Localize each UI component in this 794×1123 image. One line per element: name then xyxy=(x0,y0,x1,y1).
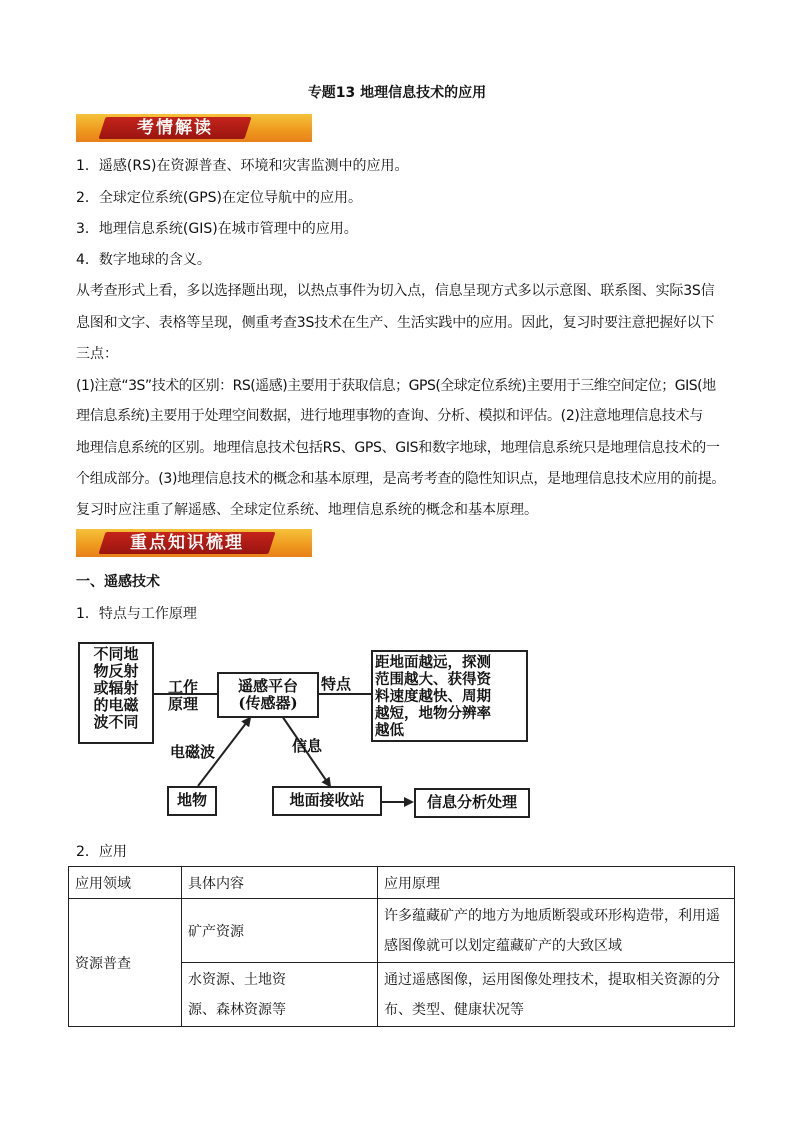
table-domain-cell: 资源普查 xyxy=(69,899,182,1027)
table-header-row xyxy=(69,867,735,899)
table-header-cell: 应用原理 xyxy=(378,867,735,899)
exam-point-4: 4．数字地球的含义。 xyxy=(76,252,211,268)
table-row xyxy=(69,899,735,963)
banner-key-knowledge-text: 重点知识梳理 xyxy=(130,533,244,553)
diagram-label-info: 信息 xyxy=(292,737,323,755)
exam-point-3: 3．地理信息系统(GIS)在城市管理中的应用。 xyxy=(76,221,358,237)
table-header-cell: 具体内容 xyxy=(182,867,378,899)
table-principle-cell: 通过遥感图像，运用图像处理技术，提取相关资源的分 布、类型、健康状况等 xyxy=(378,963,735,1027)
diagram-em-difference-text: 不同地 物反射 或辐射 的电磁 波不同 xyxy=(93,645,139,731)
exam-point-2: 2．全球定位系统(GPS)在定位导航中的应用。 xyxy=(76,190,363,206)
diagram-platform-text: 遥感平台 (传感器) xyxy=(237,677,298,712)
subheading-applications: 2．应用 xyxy=(76,844,127,860)
paragraph1-line: 从考查形式上看，多以选择题出现，以热点事件为切入点，信息呈现方式多以示意图、联系图、实际3S信 xyxy=(76,283,715,299)
banner-exam-analysis xyxy=(76,114,312,142)
diagram-object-text: 地物 xyxy=(176,791,207,809)
paragraph1-line: 息图和文字、表格等呈现，侧重考查3S技术在生产、生活实践中的应用。因此，复习时要注意把握好以下 xyxy=(76,315,715,331)
banner-exam-analysis-text: 考情解读 xyxy=(137,118,213,138)
subheading-features-principle: 1．特点与工作原理 xyxy=(76,606,197,622)
paragraph2-line: 地理信息系统的区别。地理信息技术包括RS、GPS、GIS和数字地球，地理信息系统只是地理信息技术的一 xyxy=(76,440,720,456)
diagram-ground-station-text: 地面接收站 xyxy=(289,791,365,809)
exam-point-1: 1．遥感(RS)在资源普查、环境和灾害监测中的应用。 xyxy=(76,158,409,174)
table-header-cell: 应用领域 xyxy=(69,867,182,899)
diagram-label-features: 特点 xyxy=(321,675,352,693)
paragraph2-line: 理信息系统)主要用于处理空间数据，进行地理事物的查询、分析、模拟和评估。(2)注意地理信息技术与 xyxy=(76,408,703,424)
paragraph2-line: (1)注意“3S”技术的区别：RS(遥感)主要用于获取信息；GPS(全球定位系统)主要用于三维空间定位；GIS(地 xyxy=(76,378,716,394)
banner-key-knowledge xyxy=(76,529,312,557)
diagram-analysis-text: 信息分析处理 xyxy=(426,793,517,811)
table-content-cell: 水资源、土地资 源、森林资源等 xyxy=(182,963,378,1027)
table-content-cell: 矿产资源 xyxy=(182,899,378,963)
table-principle-cell: 许多蕴藏矿产的地方为地质断裂或环形构造带，利用遥 感图像就可以划定蕴藏矿产的大致区域 xyxy=(378,899,735,963)
paragraph2-line: 复习时应注重了解遥感、全球定位系统、地理信息系统的概念和基本原理。 xyxy=(76,502,538,518)
diagram-features-text: 距地面越远，探测 范围越大、获得资 料速度越快、周期 越短，地物分辨率 越低 xyxy=(375,654,491,739)
section-heading-remote-sensing: 一、遥感技术 xyxy=(76,574,160,590)
page-title: 专题13 地理信息技术的应用 xyxy=(307,85,487,101)
diagram-label-work-principle: 工作 原理 xyxy=(168,678,199,713)
applications-table xyxy=(68,866,735,1027)
diagram-label-em-wave: 电磁波 xyxy=(170,743,216,761)
paragraph2-line: 个组成部分。(3)地理信息技术的概念和基本原理，是高考考查的隐性知识点，是地理信息技术应用的前提。 xyxy=(76,471,726,487)
remote-sensing-diagram xyxy=(78,634,548,824)
paragraph1-line: 三点： xyxy=(76,346,118,362)
